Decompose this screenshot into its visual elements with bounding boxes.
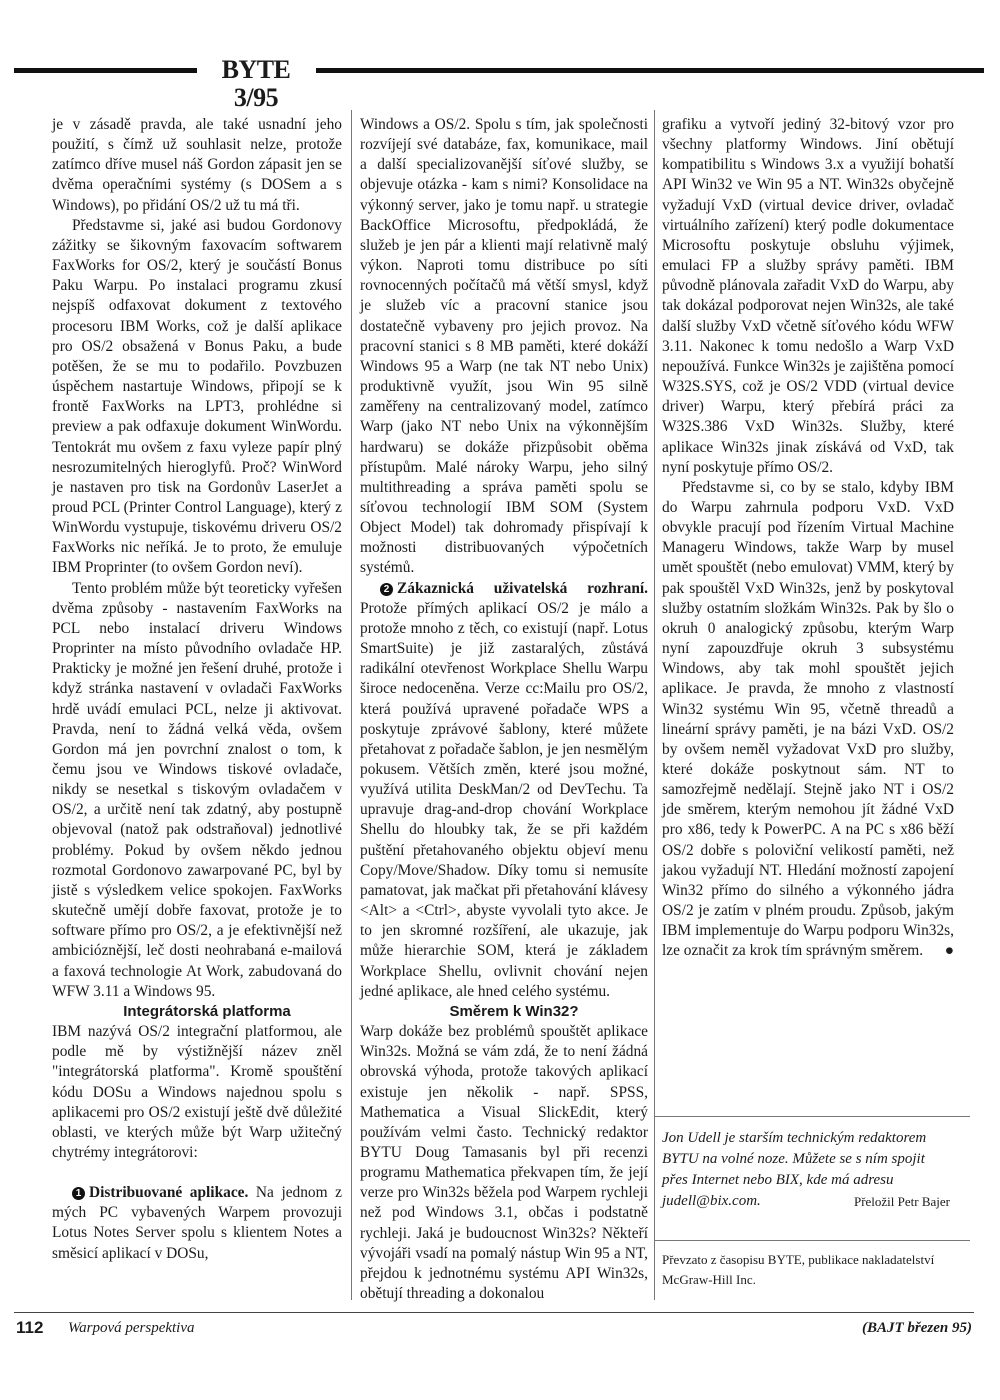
header-rule-right (316, 68, 984, 73)
note-divider (654, 1116, 970, 1117)
paragraph (52, 1183, 342, 1264)
footer-rule (14, 1312, 974, 1313)
translator-credit: Přeložil Petr Bajer (853, 1194, 950, 1209)
end-of-article-icon: ● (944, 942, 954, 960)
paragraph-text: Představme si, co by se stalo, kdyby IBM do Warpu zahrnula podporu VxD. VxD obvykle pracují pod řízením Virtual Machine Manageru Windows, takže Warp by musel umět spouštět (nebo emulovat) VMM, který by pak spouštěl VxD Win32s, jenž by poskytoval služby ostatním složkám Win32s. Pak by šlo o okruh 0 analogický způsobu, kterým Warp nyní zapouzdřuje okruh 3 subsystému Windows, aby tak mohl spouštět jejich aplikace. Je pravda, že mnoho z vlastností Win32 systému Win 95, včetně threadů a lineární správy paměti, je na bázi VxD. OS/2 by ovšem neměl vyžadovat VxD pro služby, které dokáže poskytnout sám. NT to samozřejmě nedělají. Stejně jako NT i OS/2 jde směrem, kterým nemohou jít žádné VxD pro x86, tedy k PowerPC. A na PC s x86 běží OS/2 dobře s poloviční velikostí paměti, než jakou vyžadují NT. Hledání možností zapojení Win32 přímo do silného a výkonného jádra OS/2 je zatím v plném proudu. Způsob, jakým IBM implementuje do Warpu podporu Win32s, lze označit za krok tím správným směrem. (662, 478, 954, 960)
paragraph-text: Na jednom z mých PC vybavených Warpem provozuji Lotus Notes Server spolu s klientem Notes a směsicí aplikací v DOSu, (52, 1184, 342, 1262)
paragraph-lead: Distribuované aplikace. (89, 1184, 249, 1202)
note-divider (654, 1240, 970, 1241)
paragraph: IBM nazývá OS/2 integrační platformou, ale podle mě by výstižnější název zněl "integrátorská platforma". Kromě spouštění kódu DOSu a Windows najednou spolu s aplikacemi pro OS/2 existují ještě dvě důležité oblasti, ve kterých může být Warp užitečný chytrémy integrátorovi: (52, 1023, 342, 1161)
paragraph (662, 478, 954, 962)
number-bullet-icon: 1 (72, 1187, 85, 1200)
section-name: Warpová perspektiva (68, 1320, 195, 1336)
running-header: BYTE 3/95 (221, 55, 291, 112)
paragraph (360, 579, 648, 1002)
column-2 (360, 115, 648, 1304)
paragraph: Tento problém může být teoreticky vyřešen dvěma způsoby - nastavením FaxWorks na PCL nebo instalací driveru Windows Proprinter na místo původního ovladače HP. Prakticky je možné jen řešení druhé, protože i když stránka nastavení v ovladači FaxWorks hrdě uvádí emulaci PCL, nelze ji aktivovat. Pravda, není to žádná velká věda, ovšem Gordon má jen povrchní znalost o tom, k čemu jsou ve Windows tiskové ovladače, nikdy se nesetkal s tiskovým ovladačem v OS/2, a určitě není tak zdatný, aby postupně objevoval (natož pak odstraňoval) jednotlivé problémy. Pokud by ovšem někdo jednou rozmotal Gordonovo zawarpované PC, byl by jistě s výsledkem velice spokojen. FaxWorks skutečně umějí dobře faxovat, protože je to software přímo pro OS/2, a je efektivnější než ambicióznější, leč dosti neohrabaná e-mailová a faxová technologie At Work, zabudovaná do WFW 3.11 a Windows 95. (52, 579, 342, 1000)
paragraph: Windows a OS/2. Spolu s tím, jak společnosti rozvíjejí své databáze, fax, komunikace, mail a další specializovanější síťové služby, se objevuje otázka - kam s nimi? Konsolidace na výkonný server, jako je tomu např. u strategie BackOffice Microsoftu, předpokládá, že služeb je jen pár a klienti mají relativně malý výkon. Naproti tomu distribuce po síti rovnocenných počítačů má větší smysl, když je služeb víc a pracovní stanice jsou dostatečně vybaveny pro jejich provoz. Na pracovní stanici s 8 MB paměti, které dokáží Windows 95 a Warp (ne tak NT nebo Unix) produktivně využít, jsou Win 95 silně zaměřeny na centralizovaný model, zatímco Warp (jako NT nebo Unix na výkonnějším hardwaru) se dokáže přizpůsobit oběma přístupům. Malé nároky Warpu, jeho silný multithreading a správa paměti spolu se síťovou technologií IBM SOM (System Object Model) tak dohromady přispívají k možnosti distribuovaných výpočetních systémů. (360, 116, 648, 577)
paragraph-lead: Zákaznická uživatelská rozhraní. (397, 579, 648, 597)
column-divider (654, 110, 655, 1300)
page-number: 112 (16, 1318, 44, 1337)
issue-label: (BAJT březen 95) (862, 1320, 972, 1336)
source-credit: Převzato z časopisu BYTE, publikace nakladatelství McGraw-Hill Inc. (662, 1252, 935, 1287)
column-divider (351, 110, 352, 1300)
section-heading: Integrátorská platforma (123, 1002, 291, 1020)
number-bullet-icon: 2 (380, 583, 393, 596)
author-note: Jon Udell je starším technickým redaktorem BYTU na volné noze. Můžete se s ním spojit přes Internet nebo BIX, kde má adresu judell@bix.com. (662, 1130, 927, 1209)
paragraph: Warp dokáže bez problémů spouštět aplikace Win32s. Možná se vám zdá, že to není žádná obrovská výhoda, protože takových aplikací existuje jen několik - např. SPSS, Mathematica a Visual SlickEdit, který používám velmi často. Technický redaktor BYTU Doug Tamasanis byl při recenzi programu Mathematica překvapen tím, že její verze pro Win32s běžela pod Warpem rychleji než pod Windows 3.1, občas i podstatně rychleji. Jaká je budoucnost Win32s? Někteří vývojáři vsadí na pomalý nástup Win 95 a NT, přejdou k jednotnému systému API Win32s, obětují threading a dokonalou (360, 1023, 648, 1303)
paragraph: Představme si, jaké asi budou Gordonovy zážitky se šikovným faxovacím softwarem FaxWorks for OS/2, který je součástí Bonus Paku Warpu. Po instalaci programu zkusí nejspíš odfaxovat dokument z textového procesoru IBM Works, což je další aplikace pro OS/2 obsažená v Bonus Paku, a bude potěšen, že se mu to podařilo. Povzbuzen úspěchem nastartuje Windows, připojí se k frontě FaxWorks na LPT3, prohlédne si preview a pak odfaxuje dokument WinWordu. Tentokrát mu ovšem z faxu vyleze papír plný nesrozumitelných hieroglyfů. Proč? WinWord je nastaven pro tisk na Gordonův LaserJet a proud PCL (Printer Control Language), který z WinWordu vystupuje, tiskovému driveru OS/2 FaxWorks nic neříká. Je to proto, že emuluje IBM Proprinter (to ovšem Gordon neví). (52, 216, 342, 577)
paragraph: grafiku a vytvoří jediný 32-bitový vzor pro všechny platformy Windows. Jiní obětují kompatibilitu s Windows 3.x a využijí bohatší API Win32 ve Win 95 a NT. Win32s obyčejně vyžadují VxD (virtual device driver, ovladač virtuálního zařízení) který podle dokumentace Microsoftu poskytuje obsluhu výjimek, emulaci FP a služby správy paměti. IBM původně plánovala zařadit VxD do Warpu, aby tak dokázal podporovat nejen Win32s, ale také další služby VxD včetně síťového kódu WFW 3.11. Nakonec k tomu nedošlo a Warp VxD nepoužívá. Funkce Win32s je zajištěna pomocí W32S.SYS, což je OS/2 VDD (virtual device driver) Warpu, který přebírá práci za W32S.386 VxD Win32s. Služby, které aplikace Win32s jinak získává od VxD, tak nyní poskytuje přímo OS/2. (662, 116, 954, 476)
column-1 (52, 115, 342, 1264)
paragraph-text: Protože přímých aplikací OS/2 je málo a protože mnoho z těch, co existují (např. Lotus SmartSuite) je již zastaralých, zůstává radikální otevřenost Workplace Shellu Warpu široce nedoceněna. Verze cc:Mailu pro OS/2, která používá upravené pořadače WPS a poskytuje zprávové šablony, které můžete přetahovat z pořadače šablon, je jen nesmělým pokusem. Větších změn, které jsou možné, využívá utilita DeskMan/2 od DevTechu. Ta upravuje drag-and-drop chování Workplace Shellu do hloubky tak, že se při každém puštění přetahovaného objektu objeví menu Copy/Move/Shadow. Díky tomu si nemusíte pamatovat, jak mačkat při přetahování klávesy <Alt> a <Ctrl>, abyste vyvolali tyto akce. Je to jen skromné rozšíření, ale ukazuje, jak může hierarchie SOM, která je základem Workplace Shellu, ovlivnit chování nejen jedné aplikace, ale hned celého systému. (360, 599, 648, 1000)
paragraph: je v zásadě pravda, ale také usnadní jeho použití, s čímž už souhlasit nelze, protože zatímco dříve musel náš Gordon zápasit jen se dvěma operačními systémy (s DOSem a s Windows), po přidání OS/2 už tu má tři. (52, 116, 342, 214)
section-heading: Směrem k Win32? (449, 1002, 579, 1020)
header-rule-left (14, 68, 197, 73)
column-3 (662, 115, 954, 962)
